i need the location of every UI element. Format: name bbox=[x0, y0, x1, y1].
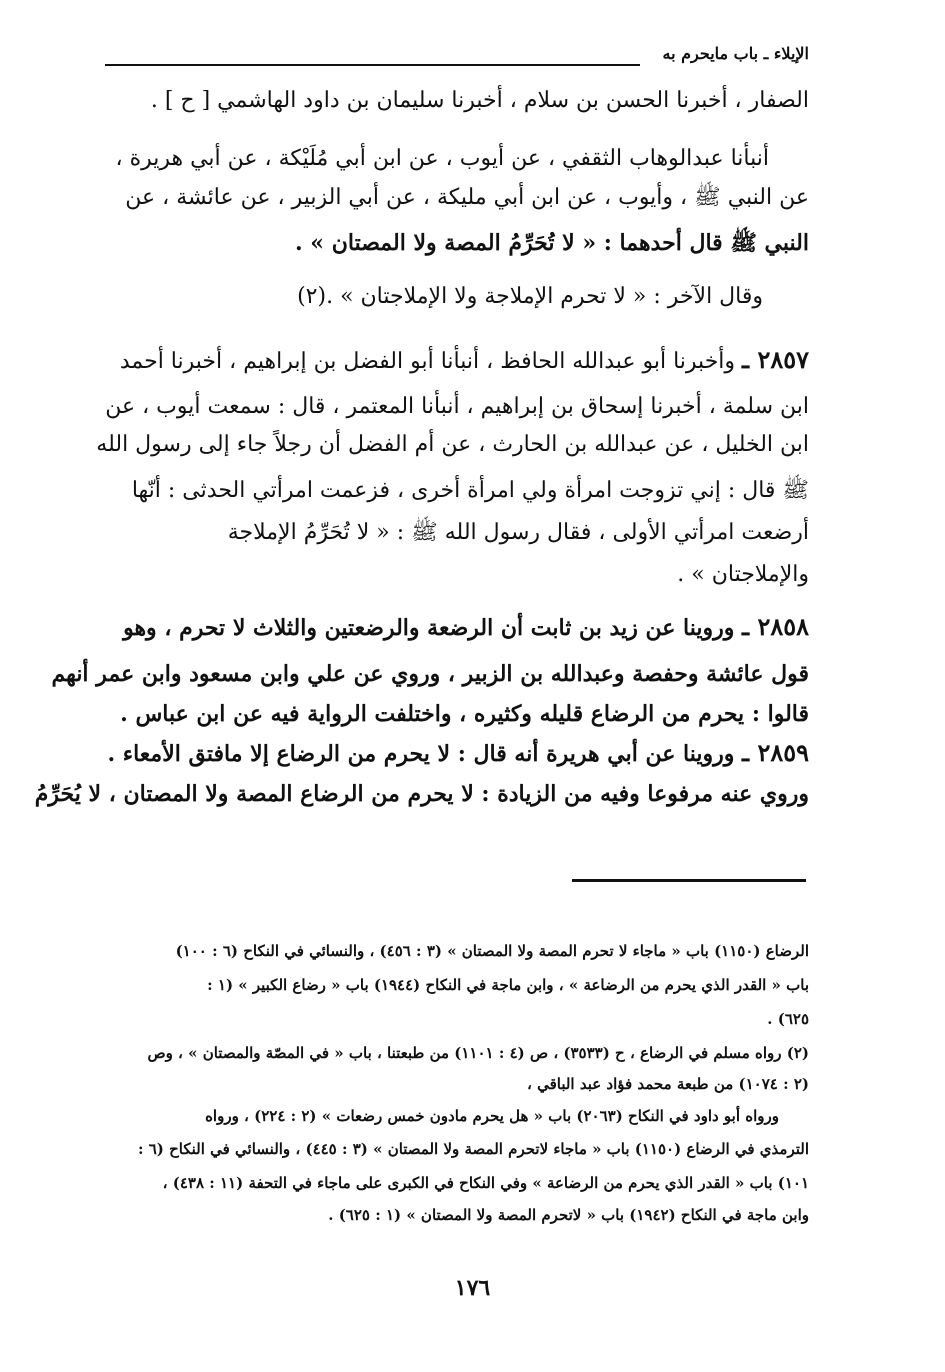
footnote-line: ورواه أبو داود في النكاح (٢٠٦٣) باب « هل يحرم مادون خمس رضعات » (٢ : ٢٢٤) ، ورواه bbox=[205, 1107, 779, 1125]
body-line: أنبأنا عبدالوهاب الثقفي ، عن أيوب ، عن ابن أبي مُلَيْكة ، عن أبي هريرة ، bbox=[115, 146, 769, 171]
footnote-separator bbox=[572, 879, 806, 882]
hadith-number: ٢٨٥٩ ـ bbox=[742, 738, 809, 767]
body-line: قول عائشة وحفصة وعبدالله بن الزبير ، وروي عن علي وابن مسعود وابن عمر أنهم bbox=[51, 661, 809, 687]
footnote-line: الترمذي في الرضاع (١١٥٠) باب « ماجاء لاتحرم المصة ولا المصتان » (٣ : ٤٤٥) ، والنسائي في النكاح (٦ : bbox=[137, 1140, 809, 1158]
body-line-text: وروينا عن أبي هريرة أنه قال : لا يحرم من الرضاع إلا مافتق الأمعاء . bbox=[107, 741, 735, 767]
body-line: قالوا : يحرم من الرضاع قليله وكثيره ، واختلفت الرواية فيه عن ابن عباس . bbox=[120, 701, 809, 727]
paragraph-2857-first-line bbox=[120, 345, 809, 377]
hadith-number: ٢٨٥٧ ـ bbox=[742, 345, 809, 374]
body-line: أرضعت امرأتي الأولى ، فقال رسول الله ﷺ : « لا تُحَرِّمُ الإملاجة bbox=[227, 520, 809, 545]
footnote-line: (٢) رواه مسلم في الرضاع ، ح (٣٥٣٣) ، ص (٤ : ١١٠١) من طبعتنا ، باب « في المصّة والمصتان » ، وص bbox=[147, 1044, 809, 1062]
footnote-line: ١٠١) باب « القدر الذي يحرم من الرضاعة » وفي النكاح في الكبرى على ماجاء في التحفة (١١ : ٤٣٨) ، bbox=[162, 1174, 809, 1192]
body-line: وقال الآخر : « لا تحرم الإملاجة ولا الإملاجتان » .(٢) bbox=[297, 284, 763, 309]
footnote-line: ٦٢٥) . bbox=[767, 1010, 809, 1028]
footnote-line: وابن ماجة في النكاح (١٩٤٢) باب « لاتحرم المصة ولا المصتان » (١ : ٦٢٥) . bbox=[328, 1206, 809, 1224]
hadith-number: ٢٨٥٨ ـ bbox=[742, 612, 809, 641]
body-line: النبي ﷺ قال أحدهما : « لا تُحَرِّمُ المصة ولا المصتان » . bbox=[294, 230, 809, 256]
paragraph-2859-first-line bbox=[107, 738, 809, 769]
paragraph-2858-first-line bbox=[123, 612, 809, 643]
body-line: ﷺ قال : إني تزوجت امرأة ولي امرأة أخرى ، فزعمت امرأتي الحدثى : أنّها bbox=[131, 478, 809, 503]
header-rule bbox=[105, 64, 640, 66]
body-line: ابن سلمة ، أخبرنا إسحاق بن إبراهيم ، أنبأنا المعتمر ، قال : سمعت أيوب ، عن bbox=[105, 394, 809, 419]
body-line-text: وأخبرنا أبو عبدالله الحافظ ، أنبأنا أبو الفضل بن إبراهيم ، أخبرنا أحمد bbox=[119, 349, 736, 374]
running-header: الإيلاء ـ باب مايحرم به bbox=[662, 44, 809, 63]
body-line: وروي عنه مرفوعا وفيه من الزيادة : لا يحرم من الرضاع المصة ولا المصتان ، لا يُحَرِّمُ bbox=[34, 781, 809, 807]
body-line-text: وروينا عن زيد بن ثابت أن الرضعة والرضعتين والثلاث لا تحرم ، وهو bbox=[123, 615, 735, 641]
page-number: ١٧٦ bbox=[454, 1275, 491, 1301]
body-line: الصفار ، أخبرنا الحسن بن سلام ، أخبرنا سليمان بن داود الهاشمي [ ح ] . bbox=[150, 88, 809, 113]
body-line: والإملاجتان » . bbox=[677, 562, 809, 587]
body-line: ابن الخليل ، عن عبدالله بن الحارث ، عن أم الفضل أن رجلاً جاء إلى رسول الله bbox=[96, 432, 809, 457]
body-line: عن النبي ﷺ ، وأيوب ، عن ابن أبي مليكة ، عن أبي الزبير ، عن عائشة ، عن bbox=[125, 185, 809, 210]
footnote-line: باب « القدر الذي يحرم من الرضاعة » ، وابن ماجة في النكاح (١٩٤٤) باب « رضاع الكبير » (١ : bbox=[207, 976, 809, 994]
footnote-line: الرضاع (١١٥٠) باب « ماجاء لا تحرم المصة ولا المصتان » (٣ : ٤٥٦) ، والنسائي في النكاح (٦ : ١٠٠) bbox=[175, 942, 809, 960]
footnote-line: (٢ : ١٠٧٤) من طبعة محمد فؤاد عبد الباقي ، bbox=[527, 1075, 809, 1093]
